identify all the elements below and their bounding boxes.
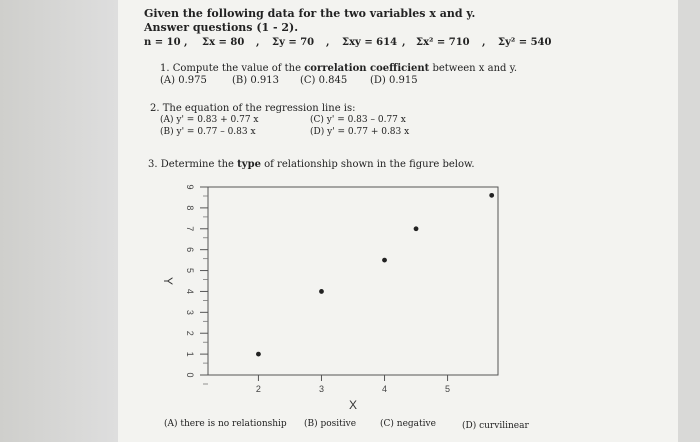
data-point bbox=[414, 226, 419, 231]
q1-option-c[interactable]: (C) 0.845 bbox=[300, 75, 348, 86]
q3-option-a[interactable]: (A) there is no relationship bbox=[164, 419, 287, 429]
q2-option-c[interactable]: (C) y' = 0.83 – 0.77 x bbox=[310, 115, 406, 125]
q3-option-b[interactable]: (B) positive bbox=[304, 419, 357, 429]
q1-bold-term: correlation coefficient bbox=[304, 63, 430, 74]
answer-text: Answer questions (1 - 2). bbox=[144, 21, 299, 34]
data-point bbox=[489, 193, 494, 198]
y-tick-label: 7 bbox=[185, 226, 195, 232]
y-tick-label: 2 bbox=[185, 330, 195, 336]
sum-y2: Σy² = 540 bbox=[498, 37, 552, 48]
y-tick-label: 9 bbox=[185, 184, 195, 190]
q3-prefix: 3. Determine the bbox=[148, 159, 234, 170]
y-tick-label: 4 bbox=[185, 288, 195, 294]
separator: , bbox=[482, 37, 486, 48]
q2-option-a[interactable]: (A) y' = 0.83 + 0.77 x bbox=[160, 115, 259, 125]
q2-option-d[interactable]: (D) y' = 0.77 + 0.83 x bbox=[310, 127, 410, 137]
separator: , bbox=[256, 37, 260, 48]
sum-x2: Σx² = 710 bbox=[416, 37, 470, 48]
y-tick-label: 6 bbox=[185, 247, 195, 253]
data-point bbox=[319, 289, 324, 294]
sum-y: Σy = 70 bbox=[272, 37, 315, 48]
separator: , bbox=[326, 37, 330, 48]
question-1 bbox=[160, 64, 517, 74]
question-2: 2. The equation of the regression line is: bbox=[150, 103, 356, 114]
scatter-chart bbox=[150, 175, 540, 410]
x-axis-label: X bbox=[348, 398, 358, 410]
plot-frame bbox=[208, 187, 498, 375]
q2-option-b[interactable]: (B) y' = 0.77 – 0.83 x bbox=[160, 127, 256, 137]
x-tick-label: 5 bbox=[445, 384, 451, 394]
q1-option-d[interactable]: (D) 0.915 bbox=[370, 75, 418, 86]
sum-x: Σx = 80 bbox=[202, 37, 245, 48]
intro-text: Given the following data for the two variables x and y. bbox=[144, 7, 476, 20]
x-tick-label: 2 bbox=[255, 384, 261, 394]
separator: , bbox=[402, 37, 406, 48]
left-margin bbox=[0, 0, 118, 442]
x-tick-label: 4 bbox=[382, 384, 388, 394]
q1-option-b[interactable]: (B) 0.913 bbox=[232, 75, 279, 86]
q3-option-d[interactable]: (D) curvilinear bbox=[462, 421, 529, 431]
q1-number: 1. bbox=[160, 63, 170, 74]
q1-option-a[interactable]: (A) 0.975 bbox=[160, 75, 207, 86]
y-axis-label: Y bbox=[161, 276, 175, 286]
x-tick-label: 3 bbox=[318, 384, 324, 394]
data-point bbox=[382, 258, 387, 263]
q3-suffix: of relationship shown in the figure below. bbox=[264, 159, 475, 170]
y-tick-label: 8 bbox=[185, 205, 195, 211]
y-tick-label: 3 bbox=[185, 309, 195, 315]
q1-suffix: between x and y. bbox=[432, 63, 518, 74]
sum-n: n = 10 bbox=[144, 37, 181, 48]
q3-bold-term: type bbox=[237, 159, 261, 170]
y-tick-label: 1 bbox=[185, 351, 195, 357]
y-tick-label: 5 bbox=[185, 268, 195, 274]
y-tick-label: 0 bbox=[185, 372, 195, 378]
q3-option-c[interactable]: (C) negative bbox=[380, 419, 436, 429]
question-3 bbox=[148, 160, 475, 170]
separator: , bbox=[184, 37, 188, 48]
sum-xy: Σxy = 614 bbox=[342, 37, 398, 48]
data-point bbox=[256, 352, 261, 357]
q1-prefix: Compute the value of the bbox=[172, 63, 302, 74]
